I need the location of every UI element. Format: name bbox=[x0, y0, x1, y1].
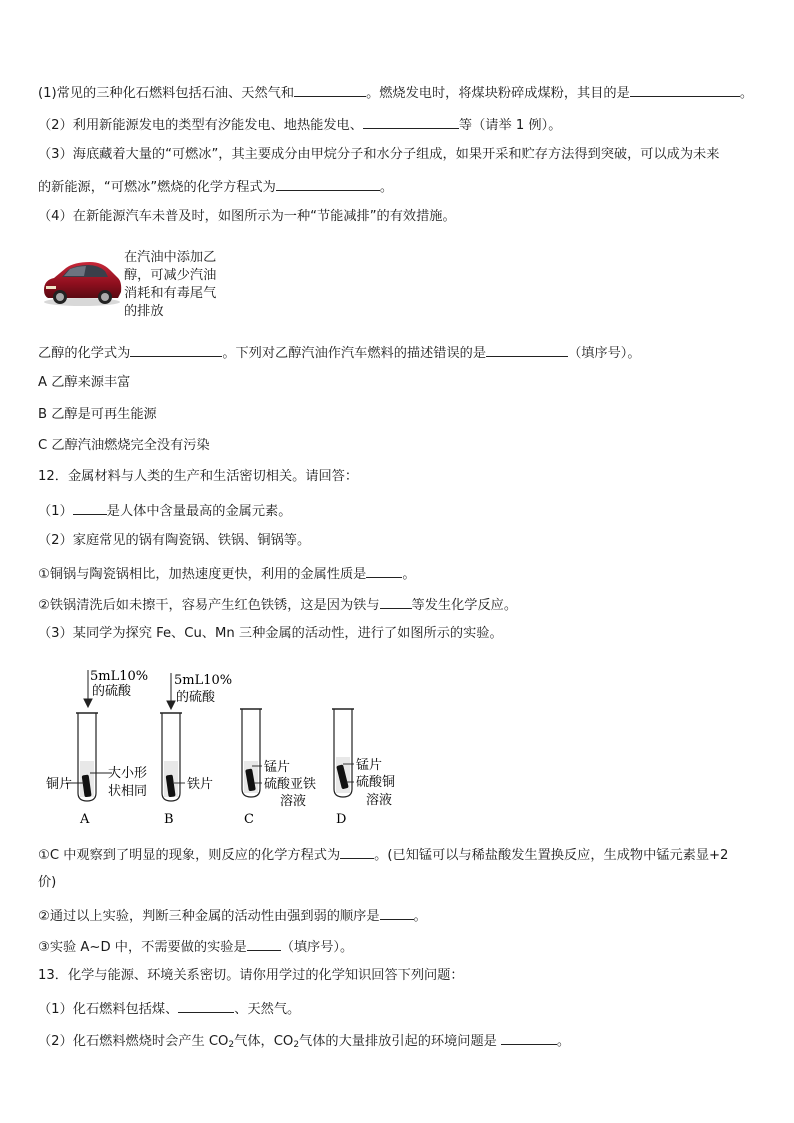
answer-blank[interactable] bbox=[73, 500, 107, 515]
option-c-text: C 乙醇汽油燃烧完全没有污染 bbox=[38, 438, 210, 453]
q13-p2-text: （2）化石燃料燃烧时会产生 CO bbox=[38, 1034, 229, 1049]
q11-p3-end: 。 bbox=[379, 180, 394, 195]
q12-part3c bbox=[38, 936, 353, 957]
tube-label-c: C bbox=[244, 812, 254, 827]
q12-p2b-end: 等发生化学反应。 bbox=[411, 598, 518, 613]
q11-p1-mid: 。燃烧发电时，将煤块粉碎成煤粉，其目的是 bbox=[366, 86, 630, 101]
q12-part3 bbox=[38, 625, 503, 643]
q11-p1-end: 。 bbox=[739, 86, 753, 101]
q11-part3-line1 bbox=[38, 146, 719, 164]
reagent-label-b: 5mL10% bbox=[174, 673, 233, 688]
q12-p3a-end: 。(已知锰可以与稀盐酸发生置换反应，生成物中锰元素显+2 bbox=[374, 848, 729, 863]
q11-p2-end: 等（请举 1 例）。 bbox=[458, 118, 562, 133]
q12-stem-text: 12．金属材料与人类的生产和生活密切相关。请回答： bbox=[38, 469, 359, 484]
q13-p1-end: 、天然气。 bbox=[234, 1002, 301, 1017]
q11-part1 bbox=[38, 82, 753, 103]
option-a bbox=[38, 374, 130, 392]
answer-blank[interactable] bbox=[486, 342, 568, 357]
car-caption-line: 醇，可减少汽油 bbox=[124, 268, 217, 283]
q12-p2a-end: 。 bbox=[402, 567, 416, 582]
subscript: 2 bbox=[293, 1040, 300, 1050]
car-caption-line: 的排放 bbox=[124, 304, 164, 319]
q13-p1-text: （1）化石燃料包括煤、 bbox=[38, 1002, 179, 1017]
option-c bbox=[38, 437, 210, 455]
label-copper-sulfate: 硫酸铜 bbox=[356, 775, 396, 790]
q11-part2 bbox=[38, 114, 561, 135]
q11-p3-line1: （3）海底藏着大量的“可燃冰”，其主要成分由甲烷分子和水分子组成，如果开采和贮存方法得到突破，可以成为未来 bbox=[38, 147, 720, 162]
q12-part3a bbox=[38, 844, 728, 865]
answer-blank[interactable] bbox=[363, 114, 459, 129]
answer-blank[interactable] bbox=[247, 936, 281, 951]
experiment-diagram bbox=[40, 665, 440, 830]
q11-p2-text: （2）利用新能源发电的类型有汐能发电、地热能发电、 bbox=[38, 118, 363, 133]
q12-part3b bbox=[38, 905, 427, 926]
q13-stem-text: 13．化学与能源、环境关系密切。请你用学过的化学知识回答下列问题： bbox=[38, 968, 464, 983]
label-solution-d: 溶液 bbox=[366, 793, 393, 808]
label-solution-c: 溶液 bbox=[280, 794, 307, 809]
q12-part1 bbox=[38, 500, 291, 521]
label-iron: 铁片 bbox=[187, 777, 214, 792]
q12-stem bbox=[38, 468, 358, 486]
test-tube-d bbox=[332, 709, 354, 797]
q12-p2a-text: ①铜锅与陶瓷锅相比，加热速度更快，利用的金属性质是 bbox=[38, 567, 367, 582]
answer-blank[interactable] bbox=[630, 82, 740, 97]
reagent-label-a2: 的硫酸 bbox=[92, 684, 132, 699]
tube-label-d: D bbox=[336, 812, 347, 827]
q12-part2 bbox=[38, 532, 310, 550]
subscript: 2 bbox=[228, 1040, 235, 1050]
answer-blank[interactable] bbox=[340, 844, 374, 859]
label-ferrous-sulfate: 硫酸亚铁 bbox=[264, 777, 317, 792]
answer-blank[interactable] bbox=[130, 342, 222, 357]
q13-p2-text3: 气体的大量排放引起的环境问题是 bbox=[299, 1034, 497, 1049]
answer-blank[interactable] bbox=[276, 176, 380, 191]
q12-p2b-text: ②铁锅清洗后如未擦干，容易产生红色铁锈，这是因为铁与 bbox=[38, 598, 380, 613]
answer-blank[interactable] bbox=[501, 1030, 557, 1045]
q12-p3a-line2: 价) bbox=[38, 875, 57, 890]
car-caption-line: 在汽油中添加乙 bbox=[124, 250, 217, 265]
q12-p3a-text: ①C 中观察到了明显的现象，则反应的化学方程式为 bbox=[38, 848, 341, 863]
answer-blank[interactable] bbox=[178, 998, 234, 1013]
answer-blank[interactable] bbox=[380, 594, 412, 609]
q12-p3b-end: 。 bbox=[413, 909, 427, 924]
answer-blank[interactable] bbox=[380, 905, 414, 920]
option-b-text: B 乙醇是可再生能源 bbox=[38, 407, 157, 422]
test-tube-a bbox=[76, 713, 98, 801]
car-image bbox=[40, 250, 124, 310]
reagent-label-a: 5mL10% bbox=[90, 669, 149, 684]
q13-part1 bbox=[38, 998, 300, 1019]
label-same-size: 大小形 bbox=[108, 766, 148, 781]
q12-p3c-end: （填序号）。 bbox=[280, 940, 354, 955]
label-manganese-d: 锰片 bbox=[356, 758, 383, 773]
option-a-text: A 乙醇来源丰富 bbox=[38, 375, 131, 390]
label-manganese-c: 锰片 bbox=[264, 760, 291, 775]
q13-p2-end: 。 bbox=[556, 1034, 571, 1049]
q12-part2b bbox=[38, 594, 517, 615]
q12-p1-end: 是人体中含量最高的金属元素。 bbox=[106, 504, 292, 519]
q12-p1-text: （1） bbox=[38, 504, 73, 519]
q12-part3a-line2 bbox=[38, 874, 56, 892]
car-caption bbox=[124, 249, 216, 321]
q11-p3-line2: 的新能源，“可燃冰”燃烧的化学方程式为 bbox=[38, 180, 276, 195]
q13-part2 bbox=[38, 1030, 570, 1054]
label-same-shape: 状相同 bbox=[108, 784, 148, 799]
q11-p5-mid: 。下列对乙醇汽油作汽车燃料的描述错误的是 bbox=[222, 346, 487, 361]
car-caption-line: 消耗和有毒尾气 bbox=[124, 286, 217, 301]
answer-blank[interactable] bbox=[294, 82, 366, 97]
q12-p2-text: （2）家庭常见的锅有陶瓷锅、铁锅、铜锅等。 bbox=[38, 533, 311, 548]
q12-p3-text: （3）某同学为探究 Fe、Cu、Mn 三种金属的活动性，进行了如图所示的实验。 bbox=[38, 626, 503, 641]
q11-part3-line2 bbox=[38, 176, 393, 197]
answer-blank[interactable] bbox=[366, 563, 402, 578]
q11-p5-end: （填序号）。 bbox=[568, 346, 641, 361]
q13-stem bbox=[38, 967, 464, 985]
q12-part2a bbox=[38, 563, 416, 584]
test-tube-c bbox=[240, 709, 262, 797]
q11-part4 bbox=[38, 208, 456, 226]
q11-p4-text: （4）在新能源汽车未普及时，如图所示为一种“节能减排”的有效措施。 bbox=[38, 209, 456, 224]
q12-p3b-text: ②通过以上实验，判断三种金属的活动性由强到弱的顺序是 bbox=[38, 909, 380, 924]
label-copper: 铜片 bbox=[46, 777, 73, 792]
option-b bbox=[38, 406, 157, 424]
q12-p3c-text: ③实验 A~D 中，不需要做的实验是 bbox=[38, 940, 247, 955]
q11-part5 bbox=[38, 342, 641, 363]
tube-label-a: A bbox=[80, 812, 90, 827]
tube-label-b: B bbox=[164, 812, 174, 827]
test-tube-b bbox=[160, 713, 182, 801]
q11-p5-text: 乙醇的化学式为 bbox=[38, 346, 131, 361]
q11-p1-text: (1)常见的三种化石燃料包括石油、天然气和 bbox=[38, 86, 295, 101]
q13-p2-text2: 气体，CO bbox=[234, 1034, 294, 1049]
reagent-label-b2: 的硫酸 bbox=[176, 690, 216, 705]
